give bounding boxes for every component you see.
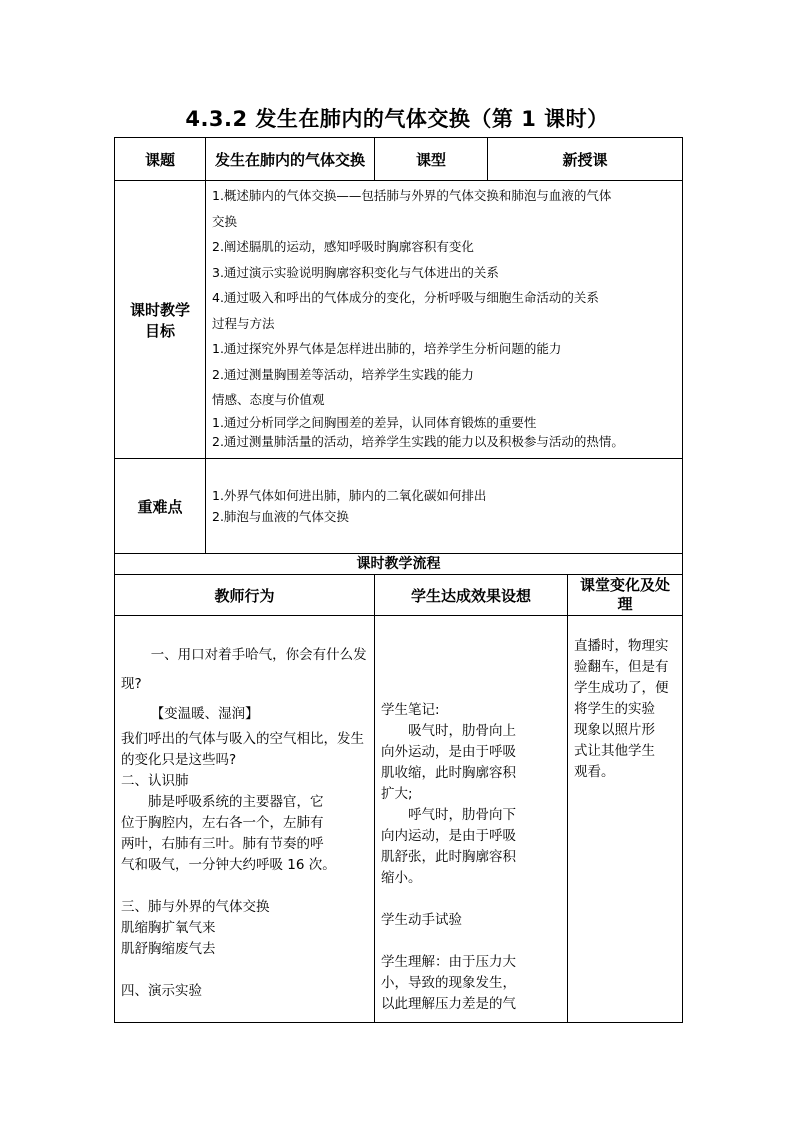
teacher-line: 一、用口对着手哈气，你会有什么发 xyxy=(150,647,367,663)
teacher-line: 二、认识肺 xyxy=(121,773,189,789)
col-student-header: 学生达成效果设想 xyxy=(375,575,568,616)
key-points-content xyxy=(206,459,683,554)
teacher-line: 的变化只是这些吗? xyxy=(121,752,237,768)
col-changes-header-line2: 理 xyxy=(617,595,633,613)
objective-line: 2.通过测量胸围差等活动，培养学生实践的能力 xyxy=(212,366,474,382)
teacher-line: 现? xyxy=(121,676,142,692)
student-line: 学生笔记: xyxy=(381,702,440,718)
objective-line: 1.通过分析同学之间胸围差的差异，认同体育锻炼的重要性 xyxy=(212,414,537,430)
flow-header-row xyxy=(115,575,683,616)
changes-line: 观看。 xyxy=(574,764,615,780)
objective-line: 过程与方法 xyxy=(212,315,275,331)
type-label: 课型 xyxy=(375,138,488,181)
objectives-label-line1: 课时教学 xyxy=(129,300,190,319)
objective-line: 2.阐述膈肌的运动，感知呼吸时胸廓容积有变化 xyxy=(212,239,474,254)
objectives-content xyxy=(206,181,683,459)
col-changes-header xyxy=(568,575,683,616)
objective-line: 3.通过演示实验说明胸廓容积变化与气体进出的关系 xyxy=(212,264,499,280)
key-points-label: 重难点 xyxy=(115,459,206,554)
teacher-line: 气和吸气，一分钟大约呼吸 16 次。 xyxy=(121,857,336,873)
page-title: 4.3.2 发生在肺内的气体交换（第 1 课时） xyxy=(185,107,609,131)
objective-line: 1.概述肺内的气体交换——包括肺与外界的气体交换和肺泡与血液的气体 xyxy=(212,188,612,203)
teacher-line: 我们呼出的气体与吸入的空气相比，发生 xyxy=(121,731,364,747)
flow-title: 课时教学流程 xyxy=(115,554,683,575)
teacher-line: 位于胸腔内，左右各一个，左肺有 xyxy=(121,815,324,831)
objective-line: 交换 xyxy=(212,213,238,229)
changes-line: 将学生的实验 xyxy=(574,701,656,717)
student-line: 肌收缩，此时胸廓容积 xyxy=(381,765,517,781)
type-value: 新授课 xyxy=(488,138,683,181)
changes-line: 直播时，物理实 xyxy=(574,638,669,654)
student-line: 小，导致的现象发生， xyxy=(381,975,517,991)
lesson-plan-table xyxy=(114,137,683,1023)
flow-body-row xyxy=(115,616,683,1023)
changes-line: 现象以照片形 xyxy=(574,722,656,738)
student-line: 缩小。 xyxy=(381,870,422,886)
teacher-column xyxy=(115,616,375,1023)
changes-line: 验翻车，但是有 xyxy=(574,659,669,675)
topic-label: 课题 xyxy=(115,138,206,181)
student-line: 吸气时，肋骨向上 xyxy=(408,723,517,739)
changes-line: 学生成功了，便 xyxy=(574,680,669,696)
col-teacher-header: 教师行为 xyxy=(115,575,375,616)
objective-line: 4.通过吸入和呼出的气体成分的变化，分析呼吸与细胞生命活动的关系 xyxy=(212,290,599,305)
objectives-row xyxy=(115,181,683,459)
objective-line: 情感、态度与价值观 xyxy=(212,392,325,407)
teacher-line: 两叶，右肺有三叶。肺有节奏的呼 xyxy=(121,836,324,852)
changes-column xyxy=(568,616,683,1023)
teacher-line: 【变温暖、湿润】 xyxy=(150,706,259,722)
teacher-line: 肌舒胸缩废气去 xyxy=(121,941,216,957)
student-line: 学生理解：由于压力大 xyxy=(381,954,517,970)
changes-line: 式让其他学生 xyxy=(574,743,656,759)
col-changes-header-line1: 课堂变化及处 xyxy=(580,576,671,594)
student-line: 学生动手试验 xyxy=(381,912,463,928)
flow-title-row xyxy=(115,554,683,575)
key-point-line: 2.肺泡与血液的气体交换 xyxy=(212,509,349,524)
student-column xyxy=(375,616,568,1023)
topic-row xyxy=(115,138,683,181)
student-line: 向外运动，是由于呼吸 xyxy=(381,744,517,760)
student-line: 扩大; xyxy=(381,786,413,802)
student-line: 呼气时，肋骨向下 xyxy=(408,807,517,823)
student-line: 向内运动，是由于呼吸 xyxy=(381,828,517,844)
key-point-line: 1.外界气体如何进出肺，肺内的二氧化碳如何排出 xyxy=(212,488,487,503)
student-line: 肌舒张，此时胸廓容积 xyxy=(381,849,517,865)
objective-line: 1.通过探究外界气体是怎样进出肺的，培养学生分析问题的能力 xyxy=(212,341,562,356)
teacher-line: 三、肺与外界的气体交换 xyxy=(121,899,270,915)
teacher-line: 肌缩胸扩氧气来 xyxy=(121,920,216,936)
teacher-line: 四、演示实验 xyxy=(121,983,202,999)
student-line: 以此理解压力差是的气 xyxy=(381,996,517,1012)
objectives-label-line2: 目标 xyxy=(144,321,175,340)
key-points-row xyxy=(115,459,683,554)
objectives-label xyxy=(115,181,206,459)
objective-line: 2.通过测量肺活量的活动，培养学生实践的能力以及积极参与活动的热情。 xyxy=(212,433,624,449)
teacher-line: 肺是呼吸系统的主要器官，它 xyxy=(148,794,324,810)
topic-value: 发生在肺内的气体交换 xyxy=(206,138,375,181)
